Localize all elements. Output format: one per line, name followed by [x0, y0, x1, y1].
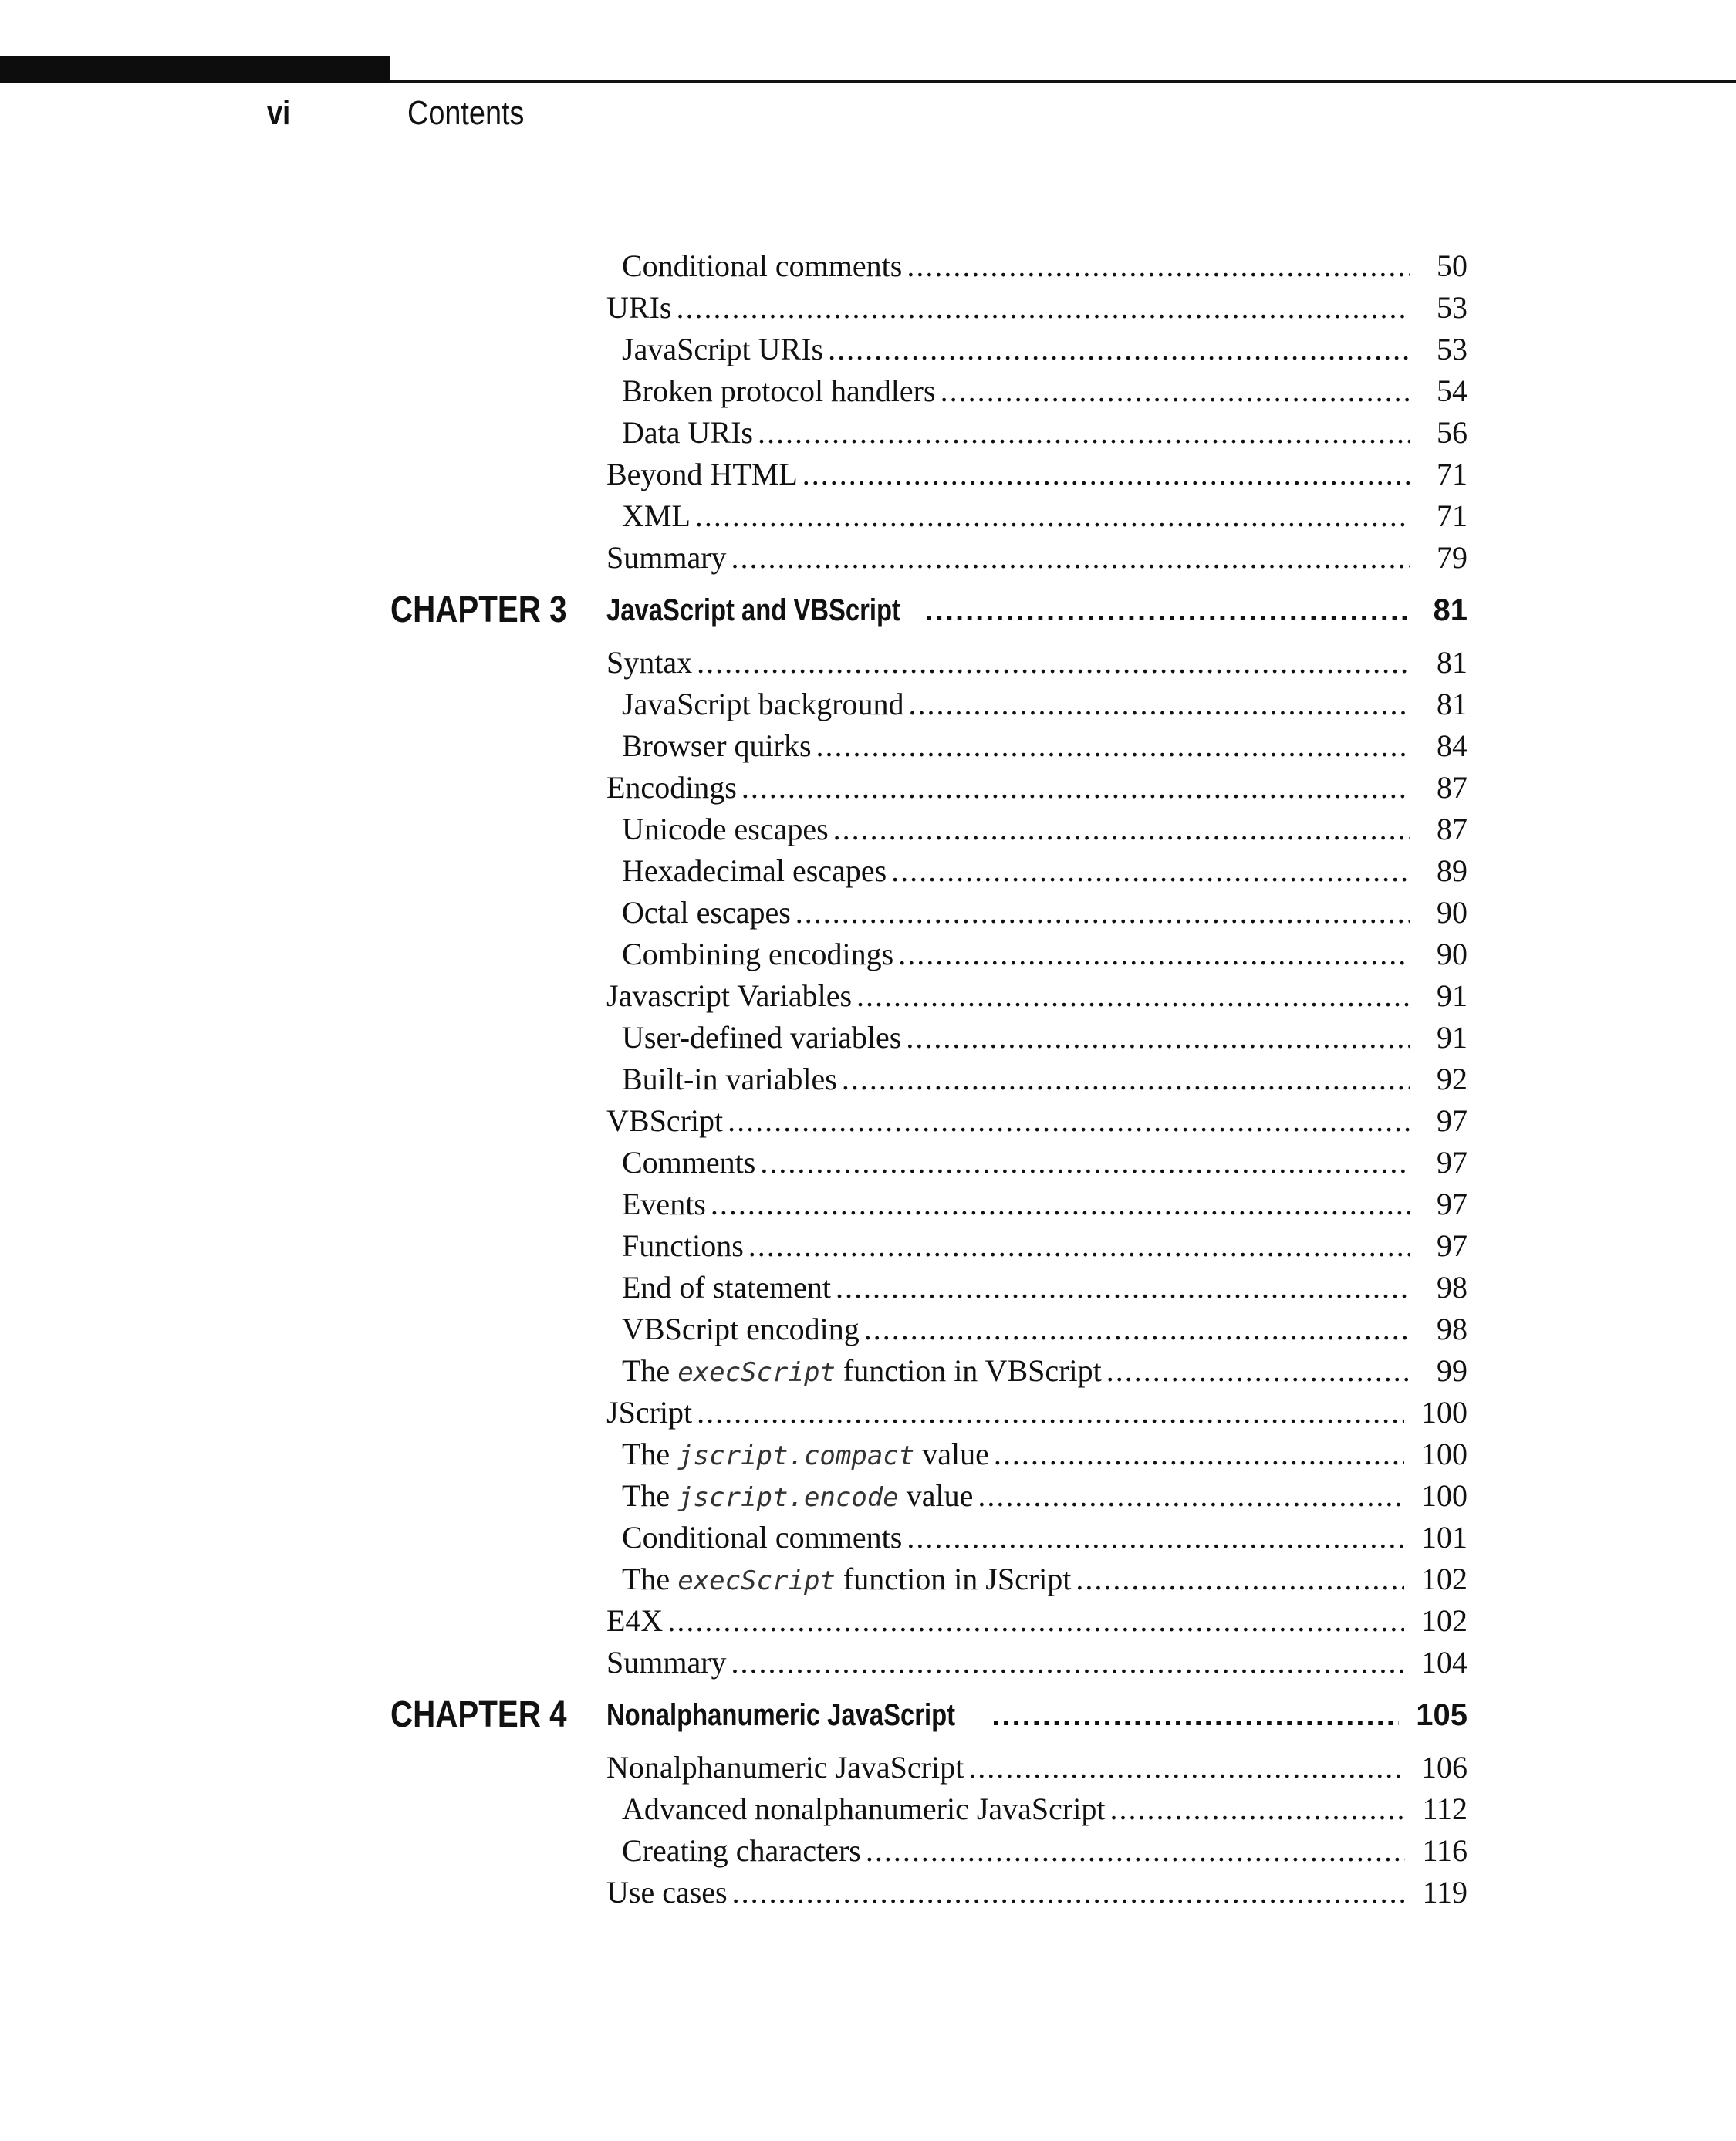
- toc-subsection-entry[interactable]: [622, 370, 1467, 412]
- dot-leader: [1076, 1558, 1404, 1600]
- entry-page-number: 98: [1437, 1312, 1467, 1346]
- entry-page-number: 102: [1421, 1562, 1467, 1596]
- entry-title-prefix: The: [622, 1478, 678, 1513]
- toc-row: [0, 1517, 1736, 1558]
- entry-title: Unicode escapes: [622, 812, 829, 846]
- toc-row: [0, 1225, 1736, 1267]
- header-black-bar: [0, 56, 390, 83]
- dot-leader: [864, 1309, 1410, 1350]
- dot-leader: [991, 1694, 1399, 1736]
- entry-title: Use cases: [606, 1875, 728, 1910]
- entry-title-suffix: value: [898, 1478, 974, 1513]
- entry-code-term: execScript: [677, 1357, 836, 1388]
- dot-leader: [891, 850, 1410, 892]
- dot-leader: [994, 1434, 1404, 1475]
- entry-page-number: 97: [1437, 1145, 1467, 1180]
- toc-row: [0, 1788, 1736, 1830]
- entry-page-number: 100: [1421, 1395, 1467, 1430]
- toc-row: [0, 454, 1736, 495]
- entry-code-term: jscript.compact: [677, 1440, 915, 1471]
- chapter-title: JavaScript and VBScript: [606, 593, 900, 627]
- toc-subsection-entry[interactable]: [622, 1517, 1467, 1558]
- entry-title: VBScript encoding: [622, 1312, 860, 1346]
- dot-leader: [906, 1017, 1410, 1059]
- dot-leader: [741, 767, 1410, 809]
- dot-leader: [836, 1267, 1410, 1309]
- entry-title-suffix: function in VBScript: [835, 1353, 1102, 1388]
- toc-row: [0, 1350, 1736, 1392]
- entry-page-number: 98: [1437, 1270, 1467, 1305]
- chapter-page-number: 105: [1416, 1698, 1467, 1732]
- entry-page-number: 71: [1437, 457, 1467, 491]
- page-number: vi: [267, 94, 291, 132]
- toc-section-entry[interactable]: [606, 767, 1467, 809]
- entry-title: Comments: [622, 1145, 756, 1180]
- entry-title-suffix: function in JScript: [835, 1562, 1072, 1596]
- dot-leader: [802, 454, 1410, 495]
- toc-row: [0, 1184, 1736, 1225]
- entry-page-number: 53: [1437, 332, 1467, 366]
- toc-row: [0, 1392, 1736, 1434]
- toc-row: [0, 850, 1736, 892]
- entry-page-number: 71: [1437, 498, 1467, 533]
- entry-title: Summary: [606, 540, 727, 575]
- toc-row: [0, 245, 1736, 287]
- dot-leader: [907, 1517, 1404, 1558]
- toc-subsection-entry[interactable]: [622, 1558, 1467, 1600]
- toc-row: [0, 412, 1736, 454]
- toc-subsection-entry[interactable]: [622, 1059, 1467, 1100]
- dot-leader: [695, 495, 1410, 537]
- dot-leader: [908, 684, 1410, 725]
- chapter-4-heading: [0, 1683, 1736, 1747]
- toc-subsection-entry[interactable]: [622, 684, 1467, 725]
- chapter-3-entries: [0, 642, 1736, 1683]
- dot-leader: [1106, 1350, 1410, 1392]
- toc-section-entry[interactable]: [606, 1747, 1467, 1788]
- toc-subsection-entry[interactable]: [622, 1788, 1467, 1830]
- entry-title: Combining encodings: [622, 937, 894, 971]
- entry-title: Hexadecimal escapes: [622, 853, 887, 888]
- toc-subsection-entry[interactable]: [622, 495, 1467, 537]
- dot-leader: [842, 1059, 1410, 1100]
- entry-title: Octal escapes: [622, 895, 791, 930]
- toc-row: [0, 934, 1736, 975]
- entry-page-number: 104: [1421, 1645, 1467, 1680]
- dot-leader: [866, 1830, 1406, 1872]
- entry-title: Nonalphanumeric JavaScript: [606, 1750, 964, 1785]
- entry-code-term: execScript: [677, 1565, 836, 1596]
- toc-row: [0, 1100, 1736, 1142]
- entry-title-prefix: The: [622, 1562, 678, 1596]
- entry-page-number: 56: [1437, 415, 1467, 450]
- dot-leader: [978, 1475, 1404, 1517]
- toc-row: [0, 975, 1736, 1017]
- toc-subsection-entry[interactable]: [622, 1142, 1467, 1184]
- toc-subsection-entry[interactable]: [622, 1309, 1467, 1350]
- entry-title: Conditional comments: [622, 1520, 903, 1555]
- entry-title: Syntax: [606, 645, 693, 680]
- entry-page-number: 53: [1437, 290, 1467, 325]
- toc-block-continued: [0, 245, 1736, 579]
- toc-subsection-entry[interactable]: [622, 809, 1467, 850]
- toc-section-entry[interactable]: [606, 642, 1467, 684]
- toc-subsection-entry[interactable]: [622, 1017, 1467, 1059]
- toc-section-entry[interactable]: [606, 1392, 1467, 1434]
- toc-row: [0, 495, 1736, 537]
- toc-subsection-entry[interactable]: [622, 1267, 1467, 1309]
- toc-row: [0, 1475, 1736, 1517]
- dot-leader: [732, 1872, 1406, 1913]
- dot-leader: [816, 725, 1410, 767]
- entry-title: JavaScript URIs: [622, 332, 824, 366]
- toc-row: [0, 642, 1736, 684]
- toc-section-entry[interactable]: [606, 454, 1467, 495]
- toc-subsection-entry[interactable]: [622, 329, 1467, 370]
- toc-row: [0, 1059, 1736, 1100]
- entry-code-term: jscript.encode: [677, 1482, 899, 1513]
- dot-leader: [907, 245, 1410, 287]
- dot-leader: [758, 412, 1410, 454]
- toc-section-entry[interactable]: [606, 975, 1467, 1017]
- chapter-page-number: 81: [1433, 593, 1467, 627]
- entry-title: E4X: [606, 1603, 664, 1638]
- dot-leader: [795, 892, 1410, 934]
- dot-leader: [728, 1100, 1410, 1142]
- entry-title: Encodings: [606, 770, 737, 805]
- toc-row: [0, 1017, 1736, 1059]
- toc-row: [0, 809, 1736, 850]
- entry-page-number: 116: [1422, 1833, 1467, 1868]
- toc-subsection-entry[interactable]: [622, 412, 1467, 454]
- chapter-4-entries: [0, 1747, 1736, 1913]
- dot-leader: [856, 975, 1410, 1017]
- entry-title: [622, 1558, 1071, 1602]
- toc-subsection-entry[interactable]: [622, 850, 1467, 892]
- running-head: Contents: [407, 94, 525, 132]
- entry-page-number: 100: [1421, 1478, 1467, 1513]
- entry-title: [622, 1475, 973, 1518]
- toc-row: [0, 537, 1736, 579]
- entry-title: VBScript: [606, 1103, 724, 1138]
- entry-page-number: 92: [1437, 1062, 1467, 1096]
- toc-row: [0, 1142, 1736, 1184]
- entry-title: Broken protocol handlers: [622, 373, 936, 408]
- entry-page-number: 97: [1437, 1228, 1467, 1263]
- chapter-title-entry[interactable]: [606, 1694, 1467, 1736]
- dot-leader: [748, 1225, 1410, 1267]
- dot-leader: [676, 287, 1410, 329]
- toc-subsection-entry[interactable]: [622, 725, 1467, 767]
- toc-section-entry[interactable]: [606, 1642, 1467, 1683]
- dot-leader: [925, 589, 1410, 631]
- entry-title: Beyond HTML: [606, 457, 798, 491]
- entry-title: Javascript Variables: [606, 978, 853, 1013]
- chapter-label: CHAPTER 4: [390, 1694, 567, 1735]
- entry-page-number: 90: [1437, 895, 1467, 930]
- entry-title: [622, 1434, 989, 1477]
- toc-row: [0, 1267, 1736, 1309]
- chapter-title-entry[interactable]: [606, 589, 1467, 631]
- toc-row: [0, 1558, 1736, 1600]
- toc-row: [0, 892, 1736, 934]
- entry-page-number: 106: [1421, 1750, 1467, 1785]
- entry-title-prefix: The: [622, 1437, 678, 1471]
- chapter-label: CHAPTER 3: [390, 589, 567, 630]
- toc-subsection-entry[interactable]: [622, 1475, 1467, 1517]
- dot-leader: [828, 329, 1410, 370]
- entry-page-number: 87: [1437, 770, 1467, 805]
- entry-page-number: 81: [1437, 687, 1467, 721]
- entry-page-number: 112: [1422, 1791, 1467, 1826]
- dot-leader: [833, 809, 1410, 850]
- toc-section-entry[interactable]: [606, 1600, 1467, 1642]
- entry-title-suffix: value: [914, 1437, 989, 1471]
- entry-page-number: 97: [1437, 1187, 1467, 1221]
- entry-title: JScript: [606, 1395, 693, 1430]
- toc-section-entry[interactable]: [606, 287, 1467, 329]
- toc-row: [0, 1309, 1736, 1350]
- entry-title: User-defined variables: [622, 1020, 902, 1055]
- toc-subsection-entry[interactable]: [622, 1830, 1467, 1872]
- dot-leader: [968, 1747, 1404, 1788]
- toc-row: [0, 329, 1736, 370]
- toc-section-entry[interactable]: [606, 1100, 1467, 1142]
- entry-title: Functions: [622, 1228, 744, 1263]
- entry-title: JavaScript background: [622, 687, 904, 721]
- dot-leader: [667, 1600, 1404, 1642]
- entry-title: [622, 1350, 1102, 1393]
- header-rule: [390, 80, 1736, 83]
- dot-leader: [697, 642, 1410, 684]
- entry-title-prefix: The: [622, 1353, 678, 1388]
- entry-page-number: 101: [1421, 1520, 1467, 1555]
- entry-page-number: 99: [1437, 1353, 1467, 1388]
- toc-subsection-entry[interactable]: [622, 1350, 1467, 1392]
- dot-leader: [711, 1184, 1410, 1225]
- entry-title: Browser quirks: [622, 728, 812, 763]
- entry-page-number: 84: [1437, 728, 1467, 763]
- toc-row: [0, 1600, 1736, 1642]
- dot-leader: [697, 1392, 1404, 1434]
- entry-page-number: 54: [1437, 373, 1467, 408]
- toc-row: [0, 370, 1736, 412]
- toc-section-entry[interactable]: [606, 1872, 1467, 1913]
- toc-row: [0, 1434, 1736, 1475]
- entry-page-number: 81: [1437, 645, 1467, 680]
- entry-page-number: 97: [1437, 1103, 1467, 1138]
- toc-section-entry[interactable]: [606, 537, 1467, 579]
- entry-title: Creating characters: [622, 1833, 861, 1868]
- dot-leader: [941, 370, 1410, 412]
- toc-row: [0, 1747, 1736, 1788]
- entry-page-number: 90: [1437, 937, 1467, 971]
- entry-page-number: 79: [1437, 540, 1467, 575]
- toc-subsection-entry[interactable]: [622, 1225, 1467, 1267]
- toc-subsection-entry[interactable]: [622, 245, 1467, 287]
- dot-leader: [898, 934, 1410, 975]
- toc-subsection-entry[interactable]: [622, 934, 1467, 975]
- entry-page-number: 91: [1437, 1020, 1467, 1055]
- dot-leader: [731, 1642, 1404, 1683]
- toc-subsection-entry[interactable]: [622, 892, 1467, 934]
- entry-page-number: 100: [1421, 1437, 1467, 1471]
- dot-leader: [731, 537, 1410, 579]
- toc-row: [0, 287, 1736, 329]
- toc-row: [0, 684, 1736, 725]
- toc-row: [0, 725, 1736, 767]
- toc-subsection-entry[interactable]: [622, 1184, 1467, 1225]
- toc-row: [0, 1642, 1736, 1683]
- entry-page-number: 50: [1437, 248, 1467, 283]
- entry-title: Advanced nonalphanumeric JavaScript: [622, 1791, 1106, 1826]
- entry-page-number: 102: [1421, 1603, 1467, 1638]
- entry-page-number: 119: [1422, 1875, 1467, 1910]
- chapter-3-heading: [0, 579, 1736, 642]
- entry-page-number: 91: [1437, 978, 1467, 1013]
- entry-page-number: 87: [1437, 812, 1467, 846]
- entry-title: Data URIs: [622, 415, 753, 450]
- chapter-title: Nonalphanumeric JavaScript: [606, 1698, 956, 1732]
- entry-page-number: 89: [1437, 853, 1467, 888]
- toc-row: [0, 1830, 1736, 1872]
- toc-row: [0, 1872, 1736, 1913]
- dot-leader: [1109, 1788, 1405, 1830]
- entry-title: Events: [622, 1187, 706, 1221]
- entry-title: URIs: [606, 290, 672, 325]
- entry-title: Summary: [606, 1645, 727, 1680]
- dot-leader: [760, 1142, 1410, 1184]
- entry-title: Conditional comments: [622, 248, 903, 283]
- entry-title: Built-in variables: [622, 1062, 837, 1096]
- toc-row: [0, 767, 1736, 809]
- entry-title: End of statement: [622, 1270, 832, 1305]
- table-of-contents: [0, 245, 1736, 1913]
- toc-subsection-entry[interactable]: [622, 1434, 1467, 1475]
- entry-title: XML: [622, 498, 691, 533]
